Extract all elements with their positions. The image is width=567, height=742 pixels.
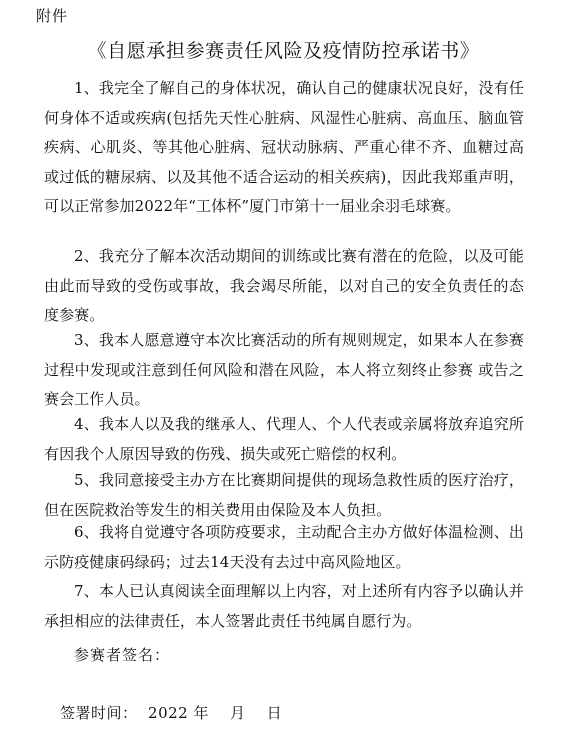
clause-2: 2、我充分了解本次活动期间的训练或比赛有潜在的危险，以及可能由此而导致的受伤或事故，我会竭尽所能，以对自己的安全负责任的态度参赛。 [44,247,524,324]
clause-7: 7、本人已认真阅读全面理解以上内容，对上述所有内容予以确认并承担相应的法律责任，本人签署此责任书纯属自愿行为。 [44,582,524,630]
clause-1: 1、我完全了解自己的身体状况，确认自己的健康状况良好，没有任何身体不适或疾病(包括先天性心脏病、风湿性心脏病、高血压、脑血管疾病、心肌炎、等其他心脏病、冠状动脉病、严重心律不齐、血糖过高或过低的糖尿病、以及其他不适合运动的相关疾病)，因此我郑重声明，可以正常参加2022年“工体杯”厦门市第十一届业余羽毛球赛。 [44,79,524,215]
signature-label: 参赛者签名： [74,646,171,664]
attachment-label: 附件 [36,7,69,25]
document-title: 《自愿承担参赛责任风险及疫情防控承诺书》 [87,40,480,62]
signing-date: 签署时间： 2022 年 月 日 [60,704,283,722]
clause-4: 4、我本人以及我的继承人、代理人、个人代表或亲属将放弃追究所有因我个人原因导致的伤残、损失或死亡赔偿的权利。 [44,415,524,463]
clause-5: 5、我同意接受主办方在比赛期间提供的现场急救性质的医疗治疗，但在医院救治等发生的相关费用由保险及本人负担。 [44,471,524,519]
clause-6: 6、我将自觉遵守各项防疫要求，主动配合主办方做好体温检测、出示防疫健康码绿码；过去14天没有去过中高风险地区。 [44,523,524,571]
clause-3: 3、我本人愿意遵守本次比赛活动的所有规则规定，如果本人在参赛过程中发现或注意到任何风险和潜在风险，本人将立刻终止参赛 或告之赛会工作人员。 [44,331,524,408]
